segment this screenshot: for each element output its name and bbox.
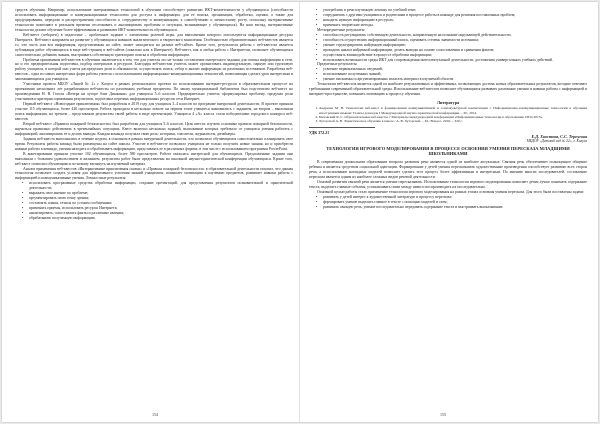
page-gutter [299,2,300,422]
left-paragraph-9: Анализ применения веб-квестов «Интерактивные приключения сказки» и «Правила пожарной безопасности» в образовательной деятельности показал, что данная технология позволяет создать условия для эффективного усвоения знаний учащимися, повышает мотивацию к изучению предметов, развивает навыки работы с информацией и коммуникативные умения. Личностные результаты: [15,166,293,181]
article-authors: Е.Д. Хвостова, С.С. Терпугова [531,133,587,139]
list-item: • анализировать, сопоставлять факты и различные явления; [29,211,293,216]
left-paragraph-7: Задания веб-квеста выполнялись в течение недели, в основном в рамках внеурочной деятельности, что позволило обучающимся самостоятельно планировать свое время. Результаты работы команд были размещены на сайте школы. Участие в веб-квесте позволило учащимся не только получить новые знания, но и приобрести навыки работы в команде, умения находить и обрабатывать информацию, представлять ее в различных формах, в том числе с использованием программы PowerPoint. [15,136,293,151]
reference-item: 1. Андреева М. В. Технологии веб-квест в формировании коммуникативной и социокультурной компетенции // Информационно-коммуникационные технологии в обучении иностранным языкам: Тезисы докладов I Международной научно-практической конференции. – М., 2014. [319,106,587,115]
list-item: • находить нужную информацию в ресурсах; [323,18,587,23]
list-item: • усвоение первоначальных сведений; [323,67,587,72]
reference-list [309,106,587,124]
left-page [15,8,293,414]
left-paragraph-5: Первый веб-квест «Новогодние приключения» был разработан в 2019 году для учащихся 3–4 классов по программе внеурочной деятельности. В проекте приняли участие 115 обучающихся, более 420 просмотров. Работа проходила в несколько этапов: на первом этапе учащиеся знакомились с заданием, на втором – выполняли поиск информации, на третьем – представляли результаты своей работы в виде презентации. Учащиеся 4 «А» класса стали победителями городского конкурса веб-квестов. [15,102,293,121]
list-item: • формировать умение выделять главное в тексте с помощью моделей и схем; [323,200,587,205]
list-item: • развивать связную речь, умение последовательно передавать содержание текста и выстраивать высказывание. [323,205,587,210]
left-bullet-list [15,181,293,221]
list-item: • развивать у детей интерес к художественной литературе и процессу пересказа; [323,195,587,200]
right-page [309,8,587,414]
subject-results-heading: Предметные результаты: [317,62,358,67]
right-bullet-list-top [309,8,587,28]
list-item: • осуществлять взаимодействие в процессе обработки информации; [323,53,587,58]
article-bullet-list [309,195,587,210]
right-page-number: 155 [440,412,446,417]
reference-item: 2. Быховский Я. С. Образовательные веб-квесты // Материалы международной конференции «Информационные технологии в образовании. ИТО-2015». [319,115,587,119]
conclusion-paragraph: Технология веб-квестов является одной из наиболее результативных и эффективных, позволяющих достичь новых образовательных результатов, которые отвечают требованиям современной образовательной среды. Использование веб-квестов позволяет обучающимся развивать различные умения и навыки работы с информацией в интернет-пространстве, повышать мотивацию к процессу обучения. [309,82,587,97]
list-item: • способность регулировать собственную деятельность, направленную на познание окружающей действительности; [323,33,587,38]
reference-item: 3. Хуторской А. В. Эвристическое обучение в школе / А. В. Хуторской. – М.: Владос, 2016. – 320 с. [319,119,587,123]
list-item: • обрабатывать полученную информацию. [29,216,293,221]
section-divider [309,127,375,128]
meta-results-heading: Метапредметные результаты: [317,27,366,32]
article-title: ТЕХНОЛОГИЯ ИГРОВОГО МОДЕЛИРОВАНИЯ В ПРОЦЕССЕ ОСВОЕНИЯ УМЕНИЯ ПЕРЕСКАЗА МЛАДШИМИ ШКОЛЬНИКАМИ [326,145,570,157]
left-paragraph-1: средств обучения. Например, использование интерактивных технологий в обучении способствует развитию ИКТ-компетентности у обучающихся (способности использовать информационные и коммуникационные технологии для доступа к информации, для ее поиска, организации, обработки, оценки, а также для продуцирования, передачи и распространения способности к сотрудничеству и коммуникации, к самообучению и личностному росту, поскольку интерактивные технологии позволяют в реальном времени отслеживать и анализировать проблемы и ситуации, возникающие у обучающихся). На наш взгляд, интерактивные технологии делают обучение более эффективным и развивают ИКТ-компетентность обучающихся. [15,8,293,32]
list-item: • способность осуществлять информационный поиск, оценивать степень значимости источника; [323,38,587,43]
list-item: • применять приемы, использовать ресурсы Интернета; [29,206,293,211]
list-item: • выражать свое мнение по проблеме; [29,191,293,196]
list-item: • проводить анализ найденной информации, делать выводы на основе сопоставления и сравнения фактов; [323,48,587,53]
list-item: • сотрудничать с другими учащимися и родителями в процессе работы в команде для решения поставленных проблем; [323,13,587,18]
literature-heading: Литература [436,100,460,106]
list-item: • употреблять в речи изученную лексику по учебной теме; [323,8,587,13]
list-item: • использовать возможности среды ИКТ для сопровождения интеллектуальной деятельности, достижения универсальных учебных действий. [323,58,587,63]
left-page-number: 154 [152,412,158,417]
article-paragraph-2: Основой развития связной речи является умение пересказывать. Использование технологии игрового моделирования позволяет детям лучше понимать содержание текста, выделять главные события, устанавливать связи между ними и воспроизводить их последовательно. [309,179,587,189]
list-item: • умение письменно и аргументированно излагать материал в изучаемой области. [323,77,587,82]
right-bullet-list-subject [309,67,587,82]
left-paragraph-3: Проблема применения веб-квестов в обучении заключается в том, что для учителя это не только составление интересного задания для поиска информации в сети, но и его предварительная подготовка, подбор материалов и ресурсов. Благодаря веб-квестам учитель может организовать индивидуальную, парную или групповую работу учащихся, в которой они учатся распределять роли и обязанности, осуществлять поиск, отбор и анализ информации из различных источников. Разработка веб-квестов – одна из самых интересных форм работы учителя с использованием информационно-коммуникационных технологий, позволяющая сделать урок интересным и запоминающимся для учащихся. [15,57,293,82]
right-bullet-list-meta [309,33,587,63]
article-paragraph-3: Основной целью работы стало применение технологии игрового моделирования на разных этапах освоения умения пересказа. Для этого были поставлены задачи: [317,189,585,194]
list-item: • применять творческие методы. [323,23,587,28]
author-affiliation: МБДОУ «Детский сад № 22», г. Калуга [526,138,587,143]
article-paragraph-1: В современном дошкольном образовании вопросы развития речи являются одной из наиболее актуальных. Связная речь обеспечивает полноценное общение ребенка и является средством социальной адаптации. Формирование у детей умения пересказывать художественные произведения способствует развитию всех сторон речи, а использование наглядных моделей позволяет сделать этот процесс более эффективным и интересным. По мнению многих исследователей, составление пересказа является одним из наиболее сложных видов речевой деятельности. [309,159,587,179]
list-item: • использовать программные средства обработки информации, создание презентаций, для представления результатов познавательной и практической деятельности; [29,181,293,191]
list-item: • составлять планы, тезисы по устным сообщениям; [29,201,293,206]
udk-code: УДК 372.21 [309,129,330,135]
left-paragraph-2: Веб-квест (webquest) в педагогике – проблемное задание с элементами ролевой игры, для выполнения которого используются информационные ресурсы Интернета. Веб-квест направлен на развитие у обучающихся навыков аналитического и творческого мышления. Особенностью образовательных веб-квестов является то, что часть или вся информация, представленная на сайте, может находиться на разных веб-сайтах. Кроме того, результатом работы с веб-квестом является публикация работ обучающихся в виде веб-страниц и веб-сайтов (локально или в Интернете). Веб-квест, как и любая работа с Интернетом, позволяет обучающимся самостоятельно добывать знания, выстраивать собственную траекторию поиска и обработки информации. [15,32,293,57]
list-item: • использование полученных знаний; [323,72,587,77]
list-item: • аргументировать свою точку зрения; [29,196,293,201]
left-paragraph-4: Участники проекта МБОУ «Лицей № 2» г. Калуга в рамках регионального проекта по использованию интернет-ресурсов в образовательном процессе на протяжении нескольких лет разрабатывали веб-квесты по различным учебным предметам. По заказу муниципальной библиотеки был подготовлен веб-квест по произведениям Н. В. Гоголя «Вечера на хуторе близ Диканьки» для учащихся 5–6 классов. Предварительно учитель сформулировал проблему, продумал роли участников и критерии оценивания результатов, подготовил перечень информационных ресурсов сети Интернет. [15,82,293,102]
left-paragraph-8: В анкетировании приняли участие 102 обучающихся, более 580 просмотров. Работа оказалась интересной для обучающихся. Предложенные задания они выполняли с большим удовольствием и желанием, результаты работ были представлены на школьной научно-практической конференции обучающихся. Кроме того, веб-квест позволил обучающимся по-новому взглянуть на изучаемый материал. [15,151,293,166]
document-spread [2,2,598,422]
list-item: • умение структурировать найденную информацию; [323,43,587,48]
left-paragraph-6: Второй веб-квест «Правила пожарной безопасности» был разработан для учащихся 5–6 классов. Цель квеста: изучить основные правила пожарной безопасности, научиться правильно действовать в чрезвычайных ситуациях. Квест включал несколько заданий, выполнение которых требовало от учащихся умения работать с информацией, анализировать ее и делать выводы. Каждая команда получала свою роль: историки, спасатели, журналисты, дизайнеры. [15,121,293,136]
